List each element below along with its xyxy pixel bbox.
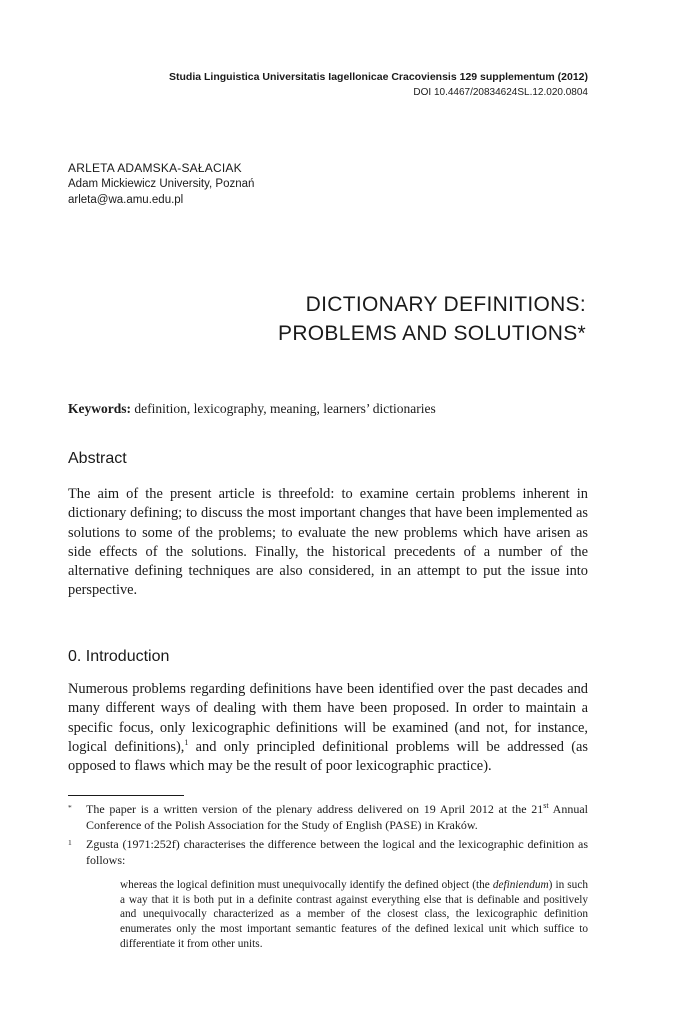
abstract-heading: Abstract bbox=[68, 450, 127, 467]
quote-italic-term: definiendum bbox=[492, 879, 549, 891]
keywords-text: definition, lexicography, meaning, learners’ dictionaries bbox=[134, 401, 436, 416]
quote-part-b: ) in such a way that it is both put in a definite contrast against everything else that is definable and positively and unequivocally characterized as a member of the closest class, the lexicographic definition enumerates only the most important semantic features of the defined lexical unit which suffice to differentiate it from other units. bbox=[120, 879, 588, 950]
keywords-label: Keywords: bbox=[68, 401, 131, 416]
running-header bbox=[169, 70, 588, 100]
footnote-1-text: Zgusta (1971:252f) characterises the difference between the logical and the lexicographic definition as follows: bbox=[86, 837, 588, 867]
title-line-2: PROBLEMS AND SOLUTIONS* bbox=[278, 322, 586, 345]
footnote-star bbox=[68, 802, 588, 833]
footnote-1-mark: 1 bbox=[68, 838, 72, 847]
article-title bbox=[278, 290, 586, 348]
footnotes bbox=[68, 802, 588, 956]
introduction-text bbox=[68, 680, 588, 776]
title-line-1: DICTIONARY DEFINITIONS: bbox=[305, 293, 586, 316]
footnote-1-quote bbox=[120, 878, 588, 952]
intro-text-part-2: and only principled definitional problems will be addressed (as opposed to flaws which may be the result of poor lexicographic practice). bbox=[68, 738, 588, 775]
author-email[interactable]: arleta@wa.amu.edu.pl bbox=[68, 194, 184, 206]
author-affiliation: Adam Mickiewicz University, Poznań bbox=[68, 178, 255, 190]
doi: DOI 10.4467/20834624SL.12.020.0804 bbox=[413, 87, 588, 98]
quote-part-a: whereas the logical definition must unequivocally identify the defined object (the bbox=[120, 879, 493, 891]
footnote-star-mark: * bbox=[68, 803, 72, 812]
footnote-1 bbox=[68, 837, 588, 952]
footnote-star-text-a: The paper is a written version of the plenary address delivered on 19 April 2012 at the 21 bbox=[86, 802, 544, 816]
keywords bbox=[68, 399, 436, 419]
abstract-text: The aim of the present article is threefold: to examine certain problems inherent in dictionary defining; to discuss the most important changes that have been implemented as solutions to some of the problems; to evaluate the new problems which have arisen as side effects of the solutions. Finally, the historical precedents of a number of the alternative defining techniques are also considered, in an attempt to put the issue into perspective. bbox=[68, 486, 588, 599]
footnote-divider bbox=[68, 795, 184, 796]
introduction-heading: 0. Introduction bbox=[68, 648, 170, 665]
author-name: ARLETA ADAMSKA-SAŁACIAK bbox=[68, 161, 242, 175]
footnote-ref-1[interactable]: 1 bbox=[184, 738, 189, 748]
author-block bbox=[68, 160, 254, 208]
journal-title: Studia Linguistica Universitatis Iagellonicae Cracoviensis 129 supplementum (2012) bbox=[169, 71, 588, 83]
footnote-star-sup: st bbox=[543, 801, 549, 810]
footnote-star-text-b: Annual Conference of the Polish Association for the Study of English (PASE) in Kraków. bbox=[86, 802, 588, 832]
intro-text-part-1: Numerous problems regarding definitions have been identified over the past decades and many different ways of dealing with them have been proposed. In order to maintain a specific focus, only lexicographic definitions will be examined (and not, for instance, logical definitions), bbox=[68, 681, 588, 755]
